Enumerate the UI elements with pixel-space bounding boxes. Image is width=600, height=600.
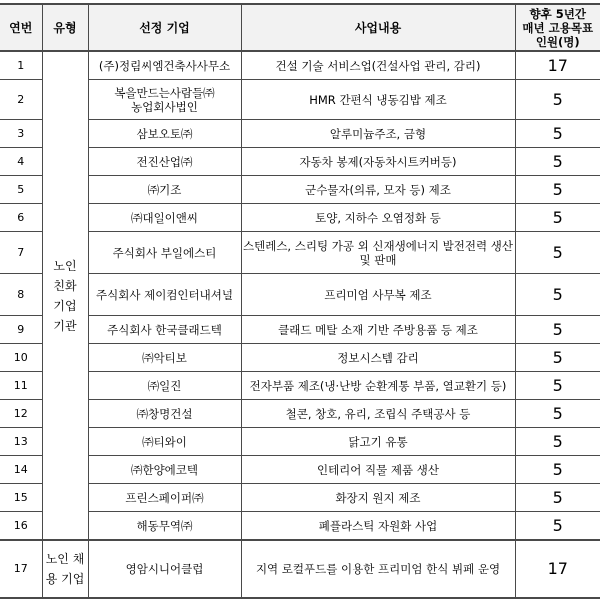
row-no: 14 [0, 456, 42, 484]
table-row [0, 274, 600, 316]
table-row [0, 484, 600, 512]
row-business: 지역 로컬푸드를 이용한 프리미엄 한식 뷔페 운영 [241, 540, 515, 598]
row-no: 5 [0, 176, 42, 204]
type-group-elder-friendly [42, 51, 88, 540]
row-no: 1 [0, 51, 42, 80]
table-row [0, 400, 600, 428]
row-business: HMR 간편식 냉동김밥 제조 [241, 80, 515, 120]
row-company: ㈜티와이 [88, 428, 241, 456]
table-row [0, 540, 600, 598]
row-no: 12 [0, 400, 42, 428]
row-business: 군수물자(의류, 모자 등) 제조 [241, 176, 515, 204]
row-no: 16 [0, 512, 42, 541]
row-no: 7 [0, 232, 42, 274]
header-goal: 향후 5년간 매년 고용목표 인원(명) [515, 4, 600, 51]
row-company: 주식회사 제이컴인터내셔널 [88, 274, 241, 316]
row-business: 닭고기 유통 [241, 428, 515, 456]
table-row [0, 316, 600, 344]
row-business: 자동차 봉제(자동차시트커버등) [241, 148, 515, 176]
table-row [0, 51, 600, 80]
row-goal: 5 [515, 148, 600, 176]
row-goal: 17 [515, 51, 600, 80]
row-company: 복을만드는사람들㈜ 농업회사법인 [88, 80, 241, 120]
row-goal: 5 [515, 120, 600, 148]
row-company: 주식회사 부일에스티 [88, 232, 241, 274]
row-no: 15 [0, 484, 42, 512]
table-row [0, 148, 600, 176]
table-row [0, 456, 600, 484]
type-label: 노인 친화 기업 기관 [53, 258, 77, 333]
row-no: 10 [0, 344, 42, 372]
row-no: 17 [0, 540, 42, 598]
row-company: 해동무역㈜ [88, 512, 241, 541]
table-row [0, 344, 600, 372]
row-business: 건설 기술 서비스업(건설사업 관리, 감리) [241, 51, 515, 80]
row-no: 3 [0, 120, 42, 148]
row-business: 전자부품 제조(냉·난방 순환계통 부품, 열교환기 등) [241, 372, 515, 400]
row-no: 11 [0, 372, 42, 400]
row-no: 9 [0, 316, 42, 344]
row-business: 인테리어 직물 제품 생산 [241, 456, 515, 484]
row-goal: 5 [515, 428, 600, 456]
row-business: 토양, 지하수 오염정화 등 [241, 204, 515, 232]
row-goal: 5 [515, 232, 600, 274]
row-goal: 5 [515, 400, 600, 428]
header-type: 유형 [42, 4, 88, 51]
table-row [0, 204, 600, 232]
row-business: 철콘, 창호, 유리, 조립식 주택공사 등 [241, 400, 515, 428]
row-goal: 5 [515, 484, 600, 512]
header-no: 연번 [0, 4, 42, 51]
row-business: 스텐레스, 스리팅 가공 외 신재생에너지 발전전력 생산 및 판매 [241, 232, 515, 274]
row-goal: 5 [515, 80, 600, 120]
table-row [0, 80, 600, 120]
row-no: 4 [0, 148, 42, 176]
header-row [0, 4, 600, 51]
table-row [0, 372, 600, 400]
row-business: 프리미엄 사무복 제조 [241, 274, 515, 316]
row-no: 13 [0, 428, 42, 456]
row-goal: 17 [515, 540, 600, 598]
table-row [0, 512, 600, 541]
row-goal: 5 [515, 316, 600, 344]
row-goal: 5 [515, 456, 600, 484]
header-business: 사업내용 [241, 4, 515, 51]
table-row [0, 428, 600, 456]
row-company: ㈜일진 [88, 372, 241, 400]
row-company: 삼보오토㈜ [88, 120, 241, 148]
row-no: 2 [0, 80, 42, 120]
type-group-elder-hiring [42, 540, 88, 598]
row-goal: 5 [515, 372, 600, 400]
row-company: ㈜한양에코텍 [88, 456, 241, 484]
row-business: 클래드 메탈 소재 기반 주방용품 등 제조 [241, 316, 515, 344]
table-row [0, 176, 600, 204]
row-business: 화장지 원지 제조 [241, 484, 515, 512]
row-goal: 5 [515, 512, 600, 541]
header-company: 선정 기업 [88, 4, 241, 51]
row-company: 전진산업㈜ [88, 148, 241, 176]
type-label: 노인 채 용 기업 [45, 552, 85, 586]
row-company: ㈜대일이앤씨 [88, 204, 241, 232]
row-company: ㈜악티보 [88, 344, 241, 372]
row-no: 8 [0, 274, 42, 316]
row-goal: 5 [515, 274, 600, 316]
table-row [0, 120, 600, 148]
row-company: (주)정림씨엠건축사사무소 [88, 51, 241, 80]
row-business: 알루미늄주조, 금형 [241, 120, 515, 148]
row-company: 영암시니어클럽 [88, 540, 241, 598]
row-company: ㈜창명건설 [88, 400, 241, 428]
row-no: 6 [0, 204, 42, 232]
row-goal: 5 [515, 204, 600, 232]
selected-companies-table [0, 3, 600, 599]
row-goal: 5 [515, 344, 600, 372]
row-business: 폐플라스틱 자원화 사업 [241, 512, 515, 541]
row-company: ㈜기조 [88, 176, 241, 204]
row-company: 프린스페이퍼㈜ [88, 484, 241, 512]
row-company: 주식회사 한국클래드텍 [88, 316, 241, 344]
table-row [0, 232, 600, 274]
row-goal: 5 [515, 176, 600, 204]
row-business: 정보시스템 감리 [241, 344, 515, 372]
